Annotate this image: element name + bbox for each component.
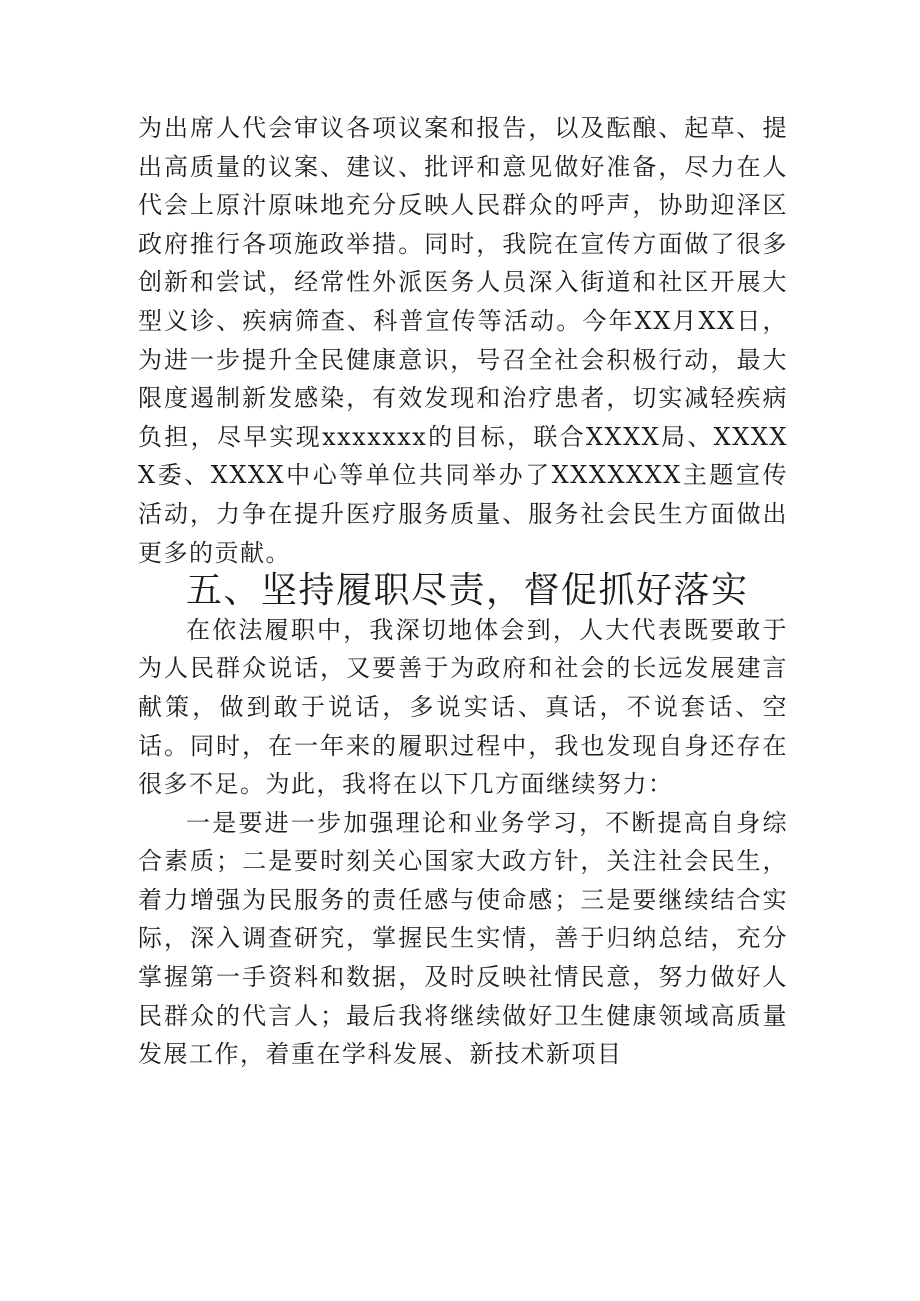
paragraph-plans: 一是要进一步加强理论和业务学习，不断提高自身综合素质；二是要时刻关心国家大政方针，关注社会民生，着力增强为民服务的责任感与使命感；三是要继续结合实际，深入调查研究，掌握民生实情，善于归纳总结，充分掌握第一手资料和数据，及时反映社情民意，努力做好人民群众的代言人；最后我将继续做好卫生健康领域高质量发展工作，着重在学科发展、新技术新项目 [138,808,788,1069]
document-page [138,109,788,1074]
section-heading: 五、坚持履职尽责，督促抓好落实 [186,570,749,612]
paragraph-continuation: 为出席人代会审议各项议案和报告，以及酝酿、起草、提出高质量的议案、建议、批评和意见做好准备，尽力在人代会上原汁原味地充分反映人民群众的呼声，协助迎泽区政府推行各项施政举措。同时，我院在宣传方面做了很多创新和尝试，经常性外派医务人员深入街道和社区开展大型义诊、疾病筛查、科普宣传等活动。今年XX月XX日，为进一步提升全民健康意识，号召全社会积极行动，最大限度遏制新发感染，有效发现和治疗患者，切实减轻疾病负担，尽早实现xxxxxxx的目标，联合XXXX局、XXXXX委、XXXX中心等单位共同举办了XXXXXXX主题宣传活动，力争在提升医疗服务质量、服务社会民生方面做出更多的贡献。 [138,114,788,567]
paragraph-reflection: 在依法履职中，我深切地体会到，人大代表既要敢于为人民群众说话，又要善于为政府和社会的长远发展建言献策，做到敢于说话，多说实话、真话，不说套话、空话。同时，在一年来的履职过程中，我也发现自身还存在很多不足。为此，我将在以下几方面继续努力： [138,615,788,799]
